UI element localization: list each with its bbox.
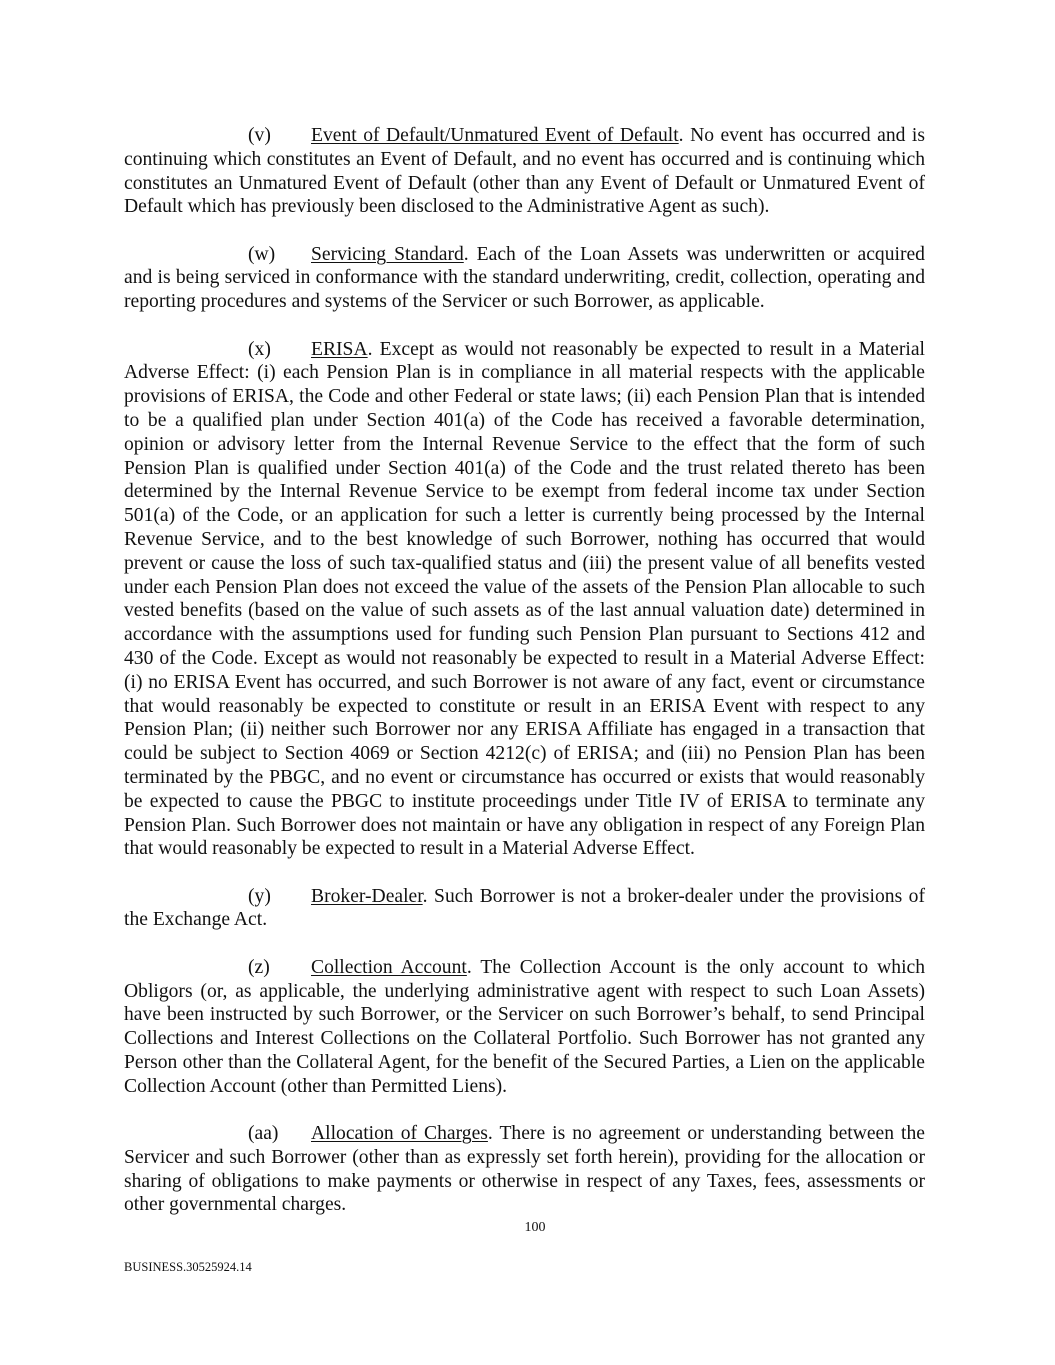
section-aa [124,1122,925,1217]
section-body: . Each of the Loan Assets was underwritten or acquired and is being serviced in conformance with the standard underwriting, credit, collection, operating and reporting procedures and systems of the Servicer or such Borrower, as applicable. [124,243,925,313]
section-body: . No event has occurred and is continuing which constitutes an Event of Default, and no event has occurred and is continuing which constitutes an Unmatured Event of Default (other than any Event of Default or Unmatured Event of Default which has previously been disclosed to the Administrative Agent as such). [124,125,925,218]
section-y [124,885,925,933]
section-z [124,956,925,1099]
section-label: (aa) [248,1122,279,1144]
section-heading: Servicing Standard [311,243,464,265]
section-heading: Allocation of Charges [311,1122,488,1144]
section-heading: ERISA [311,338,368,360]
page-number: 100 [524,1220,546,1235]
section-heading: Event of Default/Unmatured Event of Default [311,125,679,146]
document-page [124,124,925,1241]
section-label: (y) [248,885,271,907]
section-label: (x) [248,338,271,360]
section-body: . There is no agreement or understanding between the Servicer and such Borrower (other than as expressly set forth herein), providing for the allocation or sharing of obligations to make payments or otherwise in respect of any Taxes, fees, assessments or other governmental charges. [124,1122,925,1216]
document-footer-id: BUSINESS.30525924.14 [124,1260,252,1274]
section-label: (w) [248,243,276,265]
section-x [124,338,925,862]
section-label: (z) [248,956,270,978]
section-w [124,243,925,314]
section-body: . Such Borrower is not a broker-dealer under the provisions of the Exchange Act. [124,885,925,931]
section-label: (v) [248,125,271,146]
section-v [124,124,925,219]
section-heading: Collection Account [311,956,467,978]
section-body: . Except as would not reasonably be expected to result in a Material Adverse Effect: (i) each Pension Plan is in compliance in all material respects with the applicable provisions of ERISA, the Code and other Federal or state laws; (ii) each Pension Plan that is intended to be a qualified plan under Section 401(a) of the Code has received a favorable determination, opinion or advisory letter from the Internal Revenue Service to the effect that the form of such Pension Plan is qualified under Section 401(a) of the Code and the trust related thereto has been determined by the Internal Revenue Service to be exempt from federal income tax under Section 501(a) of the Code, or an application for such a letter is currently being processed by the Internal Revenue Service, and to the best knowledge of such Borrower, nothing has occurred that would prevent or cause the loss of such tax-qualified status and (iii) the present value of all benefits vested under each Pension Plan does not exceed the value of the assets of the Pension Plan allocable to such vested benefits (based on the value of such assets as of the last annual valuation date) determined in accordance with the assumptions used for funding such Pension Plan pursuant to Sections 412 and 430 of the Code. Except as would not reasonably be expected to result in a Material Adverse Effect: (i) no ERISA Event has occurred, and such Borrower is not aware of any fact, event or circumstance that would reasonably be expected to constitute or result in an ERISA Event with respect to any Pension Plan; (ii) neither such Borrower nor any ERISA Affiliate has engaged in a transaction that could be subject to Section 4069 or Section 4212(c) of ERISA; and (iii) no Pension Plan has been terminated by the PBGC, and no event or circumstance has occurred or exists that would reasonably be expected to cause the PBGC to institute proceedings under Title IV of ERISA to terminate any Pension Plan. Such Borrower does not maintain or have any obligation in respect of any Foreign Plan that would reasonably be expected to result in a Material Adverse Effect. [124,338,925,860]
section-body: . The Collection Account is the only account to which Obligors (or, as applicable, the underlying administrative agent with respect to such Loan Assets) have been instructed by such Borrower, or the Servicer on such Borrower’s behalf, to send Principal Collections and Interest Collections on the Collateral Portfolio. Such Borrower has not granted any Person other than the Collateral Agent, for the benefit of the Secured Parties, a Lien on the applicable Collection Account (other than Permitted Liens). [124,956,926,1097]
section-heading: Broker-Dealer [311,885,423,907]
